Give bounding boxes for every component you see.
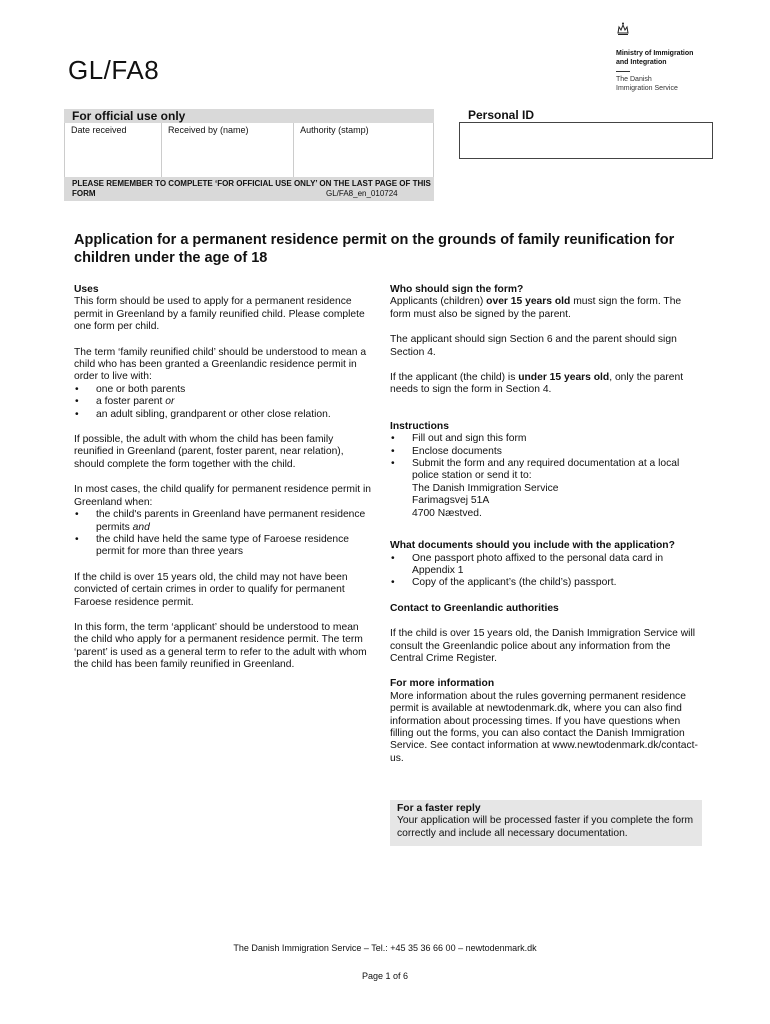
- address-line: 4700 Næstved.: [412, 507, 482, 519]
- sign-heading: Who should sign the form?: [390, 284, 524, 295]
- page-title: Application for a permanent residence permit on the grounds of family reunification for children under the age of 18: [74, 232, 675, 266]
- list-item: • the child have held the same type of Faroese residence permit for more than three years: [74, 534, 374, 559]
- address-line: The Danish Immigration Service: [412, 482, 559, 494]
- list-item: • One passport photo affixed to the personal data card in Appendix 1: [390, 553, 702, 578]
- logo-divider: [616, 71, 630, 72]
- documents-list: [390, 553, 702, 590]
- documents-heading: What documents should you include with the application?: [390, 540, 675, 552]
- uses-heading: Uses: [74, 284, 99, 295]
- applicant-text: In this form, the term ‘applicant’ should be understood to mean the child who apply for a permanent residence permit. The term ‘parent’ is used as a general term to refer to the adult with whom the child has been family reunified in Greenland.: [74, 621, 367, 671]
- list-item: • Copy of the applicant’s (the child’s) passport.: [390, 577, 702, 589]
- personal-id-field[interactable]: [459, 122, 713, 159]
- authority-stamp-field[interactable]: Authority (stamp): [294, 123, 434, 177]
- faster-reply-text: Your application will be processed faster if you complete the form correctly and include all necessary documentation.: [397, 815, 694, 839]
- footer: The Danish Immigration Service – Tel.: +45 35 36 66 00 – newtodenmark.dk: [233, 943, 537, 953]
- personal-id-label: Personal ID: [468, 108, 535, 122]
- ministry-logo: [616, 22, 726, 93]
- list-item: • Fill out and sign this form: [390, 433, 702, 445]
- uses-text: This form should be used to apply for a permanent residence permit in Greenland by a family reunified child. Please complete one form per child.: [74, 296, 365, 333]
- list-item: • Submit the form and any required documentation at a local police station or send it to: The Danish Immigration Service Farimagsvej 51A 4700 Næstved.: [390, 458, 702, 520]
- official-use-note: PLEASE REMEMBER TO COMPLETE ‘FOR OFFICIAL USE ONLY’ ON THE LAST PAGE OF THIS FORM: [64, 177, 434, 201]
- ministry-name-1: Ministry of Immigration: [616, 50, 694, 57]
- list-item: • a foster parent or: [74, 396, 374, 408]
- faster-reply-box: [390, 800, 702, 846]
- more-info-heading: For more information: [390, 678, 495, 690]
- sign-text-3: If the applicant (the child) is under 15 years old, only the parent needs to sign the form in Section 4.: [390, 372, 684, 396]
- qualify-list: [74, 509, 374, 559]
- agency-name-2: Immigration Service: [616, 85, 678, 92]
- sign-text-1: Applicants (children) over 15 years old must sign the form. The form must also be signed by the parent.: [390, 296, 682, 320]
- crimes-text: If the child is over 15 years old, the child may not have been convicted of certain crimes in order to qualify for permanent Faroese residence permit.: [74, 571, 348, 608]
- ministry-name-2: and Integration: [616, 59, 667, 66]
- page-number: Page 1 of 6: [361, 971, 409, 981]
- form-version-code: GL/FA8_en_010724: [326, 189, 398, 198]
- list-item: • Enclose documents: [390, 446, 702, 458]
- list-item: • an adult sibling, grandparent or other close relation.: [74, 409, 374, 421]
- faster-reply-heading: For a faster reply: [397, 803, 481, 814]
- list-item: • one or both parents: [74, 384, 374, 396]
- sign-text-2: The applicant should sign Section 6 and the parent should sign Section 4.: [390, 334, 677, 358]
- form-code: GL/FA8: [68, 55, 160, 85]
- term-intro: The term ‘family reunified child’ should be understood to mean a child who has been granted a Greenlandic residence permit in order to live with:: [74, 346, 367, 383]
- instructions-list: [390, 433, 702, 520]
- more-info-text: More information about the rules governing permanent residence permit is available at newtodenmark.dk, where you can also find information about processing times. If you have questions when filling out the forms, you can also contact the Danish Immigration Service. See contact information at www.newtodenmark.dk/contact-us.: [390, 690, 698, 764]
- date-received-field[interactable]: Date received: [65, 123, 162, 177]
- qualify-intro: In most cases, the child qualify for permanent residence permit in Greenland when:: [74, 484, 372, 508]
- contact-heading: Contact to Greenlandic authorities: [390, 602, 559, 614]
- official-use-fields: [64, 123, 434, 177]
- left-column: [74, 284, 374, 672]
- adult-text: If possible, the adult with whom the child has been family reunified in Greenland (parent, foster parent, near relation), should complete the form together with the child.: [74, 434, 344, 470]
- address-line: Farimagsvej 51A: [412, 495, 490, 507]
- agency-name-1: The Danish: [616, 76, 652, 83]
- received-by-field[interactable]: Received by (name): [162, 123, 294, 177]
- official-use-box: [64, 109, 434, 199]
- crown-icon: [616, 22, 630, 36]
- list-item: • the child's parents in Greenland have permanent residence permits and: [74, 509, 374, 534]
- official-use-heading: For official use only: [64, 109, 434, 123]
- contact-text: If the child is over 15 years old, the Danish Immigration Service will consult the Greenlandic police about any information from the Central Crime Register.: [390, 628, 696, 664]
- instructions-heading: Instructions: [390, 420, 449, 432]
- right-column: [390, 284, 702, 765]
- term-list: [74, 384, 374, 421]
